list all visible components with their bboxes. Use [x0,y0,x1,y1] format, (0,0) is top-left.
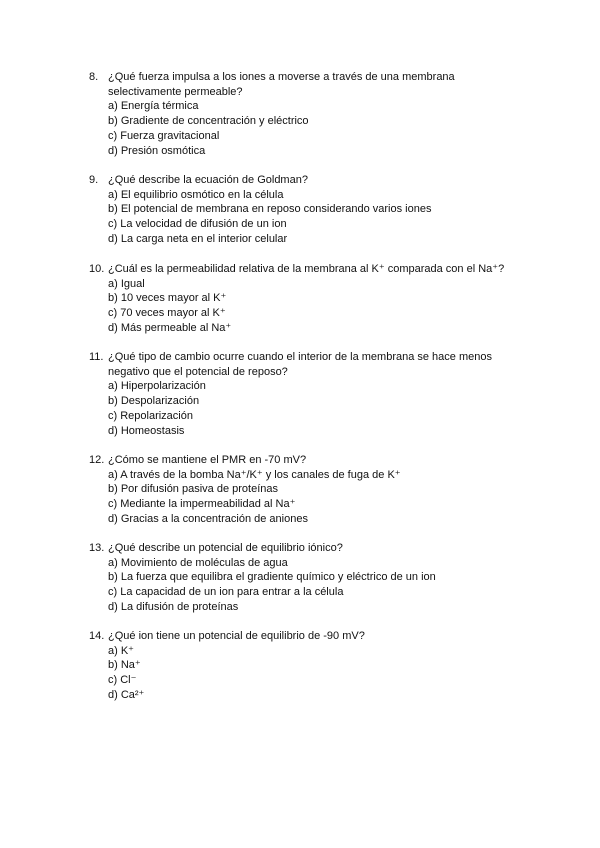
option-b: b) Por difusión pasiva de proteínas [108,483,278,496]
question-text: ¿Qué fuerza impulsa a los iones a moverse a través de una membrana selectivamente permeable? [108,71,455,98]
question-number: 14. [89,630,105,642]
option-b: b) La fuerza que equilibra el gradiente químico y eléctrico de un ion [108,571,436,584]
question-13 [89,541,529,615]
question-text: ¿Qué describe la ecuación de Goldman? [108,174,308,186]
option-d: d) Ca²⁺ [108,688,145,701]
option-c: c) La velocidad de difusión de un ion [108,218,287,231]
question-14 [89,629,529,703]
option-b: b) Despolarización [108,395,200,408]
question-number: 11. [89,351,104,363]
option-b: b) 10 veces mayor al K⁺ [108,292,227,305]
option-a: a) Igual [108,277,145,290]
option-d: d) Gracias a la concentración de aniones [108,512,308,525]
question-10 [89,262,529,336]
option-d: d) Presión osmótica [108,144,206,157]
option-b: b) Na⁺ [108,659,141,672]
option-c: c) Cl⁻ [108,674,137,687]
question-text: ¿Qué describe un potencial de equilibrio iónico? [108,542,343,554]
option-c: c) Fuerza gravitacional [108,129,220,142]
option-c: c) 70 veces mayor al K⁺ [108,307,226,320]
option-a: a) Movimiento de moléculas de agua [108,556,288,569]
question-number: 13. [89,542,105,554]
question-text: ¿Cuál es la permeabilidad relativa de la membrana al K⁺ comparada con el Na⁺? [108,263,505,275]
question-9 [89,173,529,247]
option-list [108,556,529,615]
option-b: b) El potencial de membrana en reposo considerando varios iones [108,203,432,216]
option-a: a) Hiperpolarización [108,380,206,393]
question-12 [89,453,529,527]
option-list [108,188,529,247]
question-number: 12. [89,454,105,466]
option-a: a) El equilibrio osmótico en la célula [108,188,284,201]
question-8 [89,70,529,158]
question-11 [89,350,529,438]
option-list [108,379,529,438]
question-number: 8. [89,71,99,83]
option-list [108,277,529,336]
option-d: d) La difusión de proteínas [108,600,239,613]
question-number: 9. [89,174,99,186]
option-d: d) Homeostasis [108,424,185,437]
option-d: d) Más permeable al Na⁺ [108,321,232,334]
option-b: b) Gradiente de concentración y eléctrico [108,115,309,128]
option-c: c) Mediante la impermeabilidad al Na⁺ [108,498,296,511]
option-a: a) K⁺ [108,644,134,657]
question-text: ¿Cómo se mantiene el PMR en -70 mV? [108,454,307,466]
option-d: d) La carga neta en el interior celular [108,232,288,245]
option-a: a) Energía térmica [108,100,199,113]
question-text: ¿Qué ion tiene un potencial de equilibrio de -90 mV? [108,630,365,642]
option-c: c) La capacidad de un ion para entrar a la célula [108,586,344,599]
option-a: a) A través de la bomba Na⁺/K⁺ y los canales de fuga de K⁺ [108,468,401,481]
option-list [108,644,529,703]
option-c: c) Repolarización [108,409,193,422]
question-text: ¿Qué tipo de cambio ocurre cuando el interior de la membrana se hace menos negativo que el potencial de reposo? [108,351,492,378]
option-list [108,99,529,158]
option-list [108,468,529,527]
question-number: 10. [89,263,105,275]
